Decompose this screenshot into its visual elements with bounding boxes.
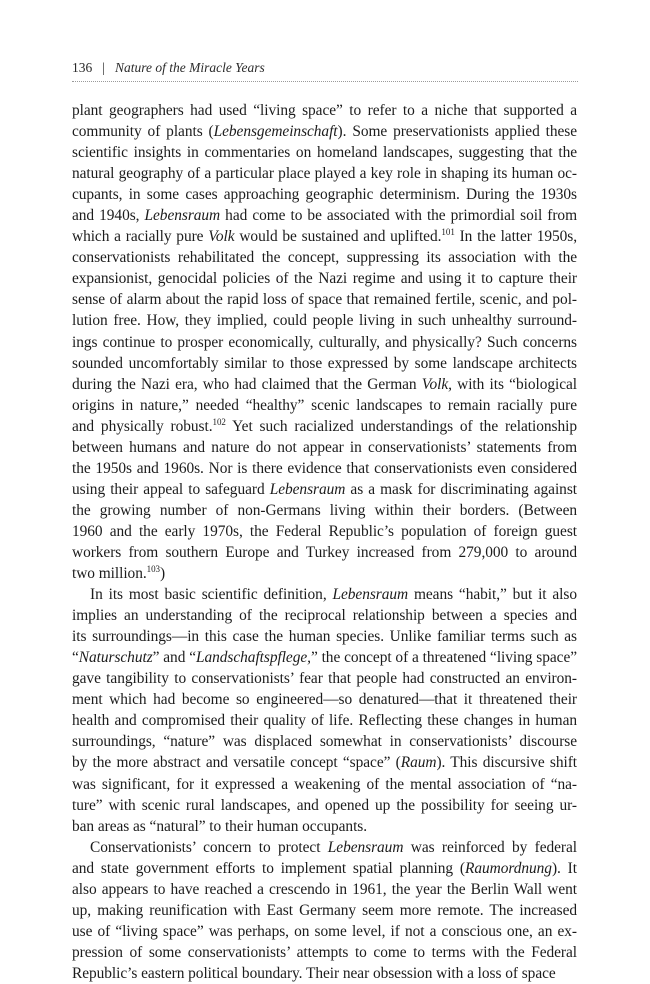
text-line: Conservationists’ concern to protect Lebensraum was reinforced by federal bbox=[90, 838, 577, 856]
text-line: expansionist, genocidal policies of the Nazi regime and using it to capture their bbox=[72, 270, 577, 288]
paragraph bbox=[72, 584, 577, 837]
text-line: its surroundings—in this case the human species. Unlike familiar terms such as bbox=[72, 628, 577, 646]
text-line: health and compromised their quality of life. Reflecting these changes in human bbox=[72, 712, 577, 730]
text-line: In its most basic scientific definition, Lebensraum means “habit,” but it also bbox=[90, 586, 577, 604]
italic-term: Naturschutz bbox=[78, 649, 153, 667]
text-line: ment which had become so engineered—so denatured—that it threatened their bbox=[72, 691, 577, 709]
text-line: 1960 and the early 1970s, the Federal Republic’s population of foreign guest bbox=[72, 522, 577, 540]
text-line: sense of alarm about the rapid loss of space that remained fertile, scenic, and pol- bbox=[72, 291, 577, 309]
text-line: which a racially pure Volk would be sustained and uplifted.$^{101}$ In the latter 1950s, bbox=[72, 227, 578, 246]
text-line: “Naturschutz” and “Landschaftspflege,” the concept of a threatened “living space” bbox=[72, 649, 578, 667]
body-text bbox=[72, 100, 577, 984]
text-line: during the Nazi era, who had claimed that the German Volk, with its “biological bbox=[72, 375, 578, 393]
text-line: surroundings, “nature” was displaced somewhat in conservationists’ discourse bbox=[72, 733, 577, 751]
text-line: scientific insights in commentaries on homeland landscapes, suggesting that the bbox=[72, 144, 577, 162]
page-number: 136 bbox=[72, 60, 93, 75]
text-line: natural geography of a particular place played a key role in shaping its human oc- bbox=[72, 165, 577, 183]
text-line: two million.$^{103}$) bbox=[72, 563, 166, 583]
italic-term: Lebensraum bbox=[144, 207, 221, 225]
paragraph bbox=[72, 837, 577, 984]
text-line: plant geographers had used “living space” to refer to a niche that supported a bbox=[72, 102, 577, 119]
text-line: conservationists rehabilitated the concept, suppressing its association with the bbox=[72, 249, 577, 267]
text-line: the 1950s and 1960s. Nor is there evidence that conservationists even considered bbox=[72, 459, 577, 477]
text-line: lution free. How, they implied, could people living in such unhealthy surround- bbox=[72, 312, 577, 330]
running-head-rule bbox=[72, 81, 578, 82]
text-line: origins in nature,” needed “healthy” scenic landscapes to remain racially pure bbox=[72, 396, 577, 414]
italic-term: Raum bbox=[400, 754, 437, 772]
text-line: up, making reunification with East Germany seem more remote. The increased bbox=[72, 901, 577, 919]
text-line: community of plants (Lebensgemeinschaft). Some preservationists applied these bbox=[72, 123, 577, 141]
text-line: sounded uncomfortably similar to those expressed by some landscape architects bbox=[72, 354, 577, 372]
text-line: using their appeal to safeguard Lebensraum as a mask for discriminating against bbox=[72, 480, 577, 498]
footnote-marker[interactable]: 103 bbox=[146, 563, 161, 574]
text-line: the growing number of non-Germans living within their borders. (Between bbox=[72, 501, 577, 519]
italic-term: Lebensgemeinschaft bbox=[213, 123, 338, 141]
text-line: use of “living space” was perhaps, on some level, if not a conscious one, an ex- bbox=[72, 922, 577, 940]
text-line: and state government efforts to implement spatial planning (Raumordnung). It bbox=[72, 859, 577, 877]
footnote-marker[interactable]: 101 bbox=[441, 227, 455, 238]
italic-term: Lebensraum bbox=[269, 480, 346, 498]
italic-term: Lebensraum bbox=[332, 586, 409, 604]
paragraph bbox=[72, 100, 577, 584]
italic-term: Volk, bbox=[421, 375, 452, 393]
text-line: cupants, in some cases approaching geographic determinism. During the 1930s bbox=[72, 186, 577, 204]
text-line: implies an understanding of the reciprocal relationship between a species and bbox=[72, 607, 577, 625]
italic-term: Raumordnung bbox=[465, 859, 552, 877]
text-line: Republic’s eastern political boundary. Their near obsession with a loss of space bbox=[72, 964, 556, 982]
text-line: ings continue to prosper economically, culturally, and physically? Such concerns bbox=[72, 333, 577, 351]
text-line: ture” with scenic rural landscapes, and opened up the possibility for seeing ur- bbox=[72, 796, 577, 814]
text-line: between humans and nature do not appear in conservationists’ statements from bbox=[72, 438, 577, 456]
text-line: and 1940s, Lebensraum had come to be associated with the primordial soil from bbox=[72, 207, 577, 225]
text-line: also appears to have reached a crescendo in 1961, the year the Berlin Wall went bbox=[72, 880, 577, 898]
text-line: was significant, for it expressed a weakening of the mental association of “na- bbox=[72, 775, 577, 793]
text-line: gave tangibility to conservationists’ fear that people had constructed an environ- bbox=[72, 670, 577, 688]
italic-term: Volk bbox=[208, 228, 235, 246]
italic-term: Landschaftspflege, bbox=[195, 649, 311, 667]
text-line: by the more abstract and versatile concept “space” (Raum). This discursive shift bbox=[72, 754, 578, 772]
running-head bbox=[72, 60, 578, 76]
text-line: pression of some conservationists’ attempts to come to terms with the Federal bbox=[72, 943, 577, 961]
running-head-title: Nature of the Miracle Years bbox=[114, 60, 265, 75]
text-line: ban areas as “natural” to their human occupants. bbox=[72, 817, 368, 835]
running-head-separator: | bbox=[102, 60, 105, 75]
text-line: and physically robust.$^{102}$ Yet such racialized understandings of the relationship bbox=[72, 416, 578, 435]
footnote-marker[interactable]: 102 bbox=[212, 416, 226, 427]
italic-term: Lebensraum bbox=[327, 838, 404, 856]
text-line: workers from southern Europe and Turkey increased from 279,000 to around bbox=[72, 543, 577, 561]
